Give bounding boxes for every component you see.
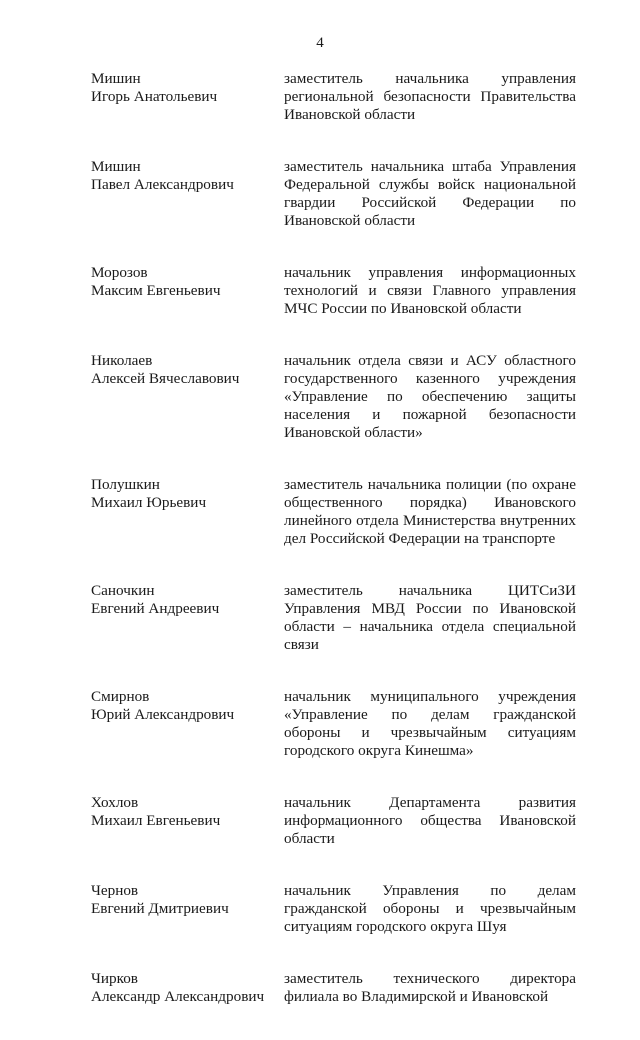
list-item (91, 264, 576, 318)
given-name: Михаил Евгеньевич (91, 812, 221, 829)
position-text: начальник муниципального учреждения «Управление по делам гражданской обороны и чрезвычайным ситуациям городского округа Кинешма» (284, 688, 576, 759)
list-item (91, 476, 576, 548)
list-item (91, 70, 576, 124)
given-name: Евгений Дмитриевич (91, 900, 229, 917)
given-name: Павел Александрович (91, 176, 234, 193)
position-text: начальник Управления по делам гражданской обороны и чрезвычайным ситуациям городского округа Шуя (284, 882, 576, 935)
person-name (91, 476, 284, 548)
surname: Полушкин (91, 476, 160, 493)
surname: Хохлов (91, 794, 139, 811)
list-item (91, 582, 576, 654)
page-number: 4 (316, 35, 324, 51)
list-item (91, 688, 576, 760)
person-name (91, 352, 284, 442)
given-name: Юрий Александрович (91, 706, 235, 723)
surname: Саночкин (91, 582, 155, 599)
given-name: Максим Евгеньевич (91, 282, 221, 299)
position-text: начальник отдела связи и АСУ областного государственного казенного учреждения «Управление по обеспечению защиты населения и пожарной безопасности Ивановской области» (284, 352, 576, 441)
person-name (91, 688, 284, 760)
position-text: заместитель начальника полиции (по охране общественного порядка) Ивановского линейного отдела Министерства внутренних дел Российской Федерации на транспорте (284, 476, 576, 547)
given-name: Алексей Вячеславович (91, 370, 240, 387)
position-text: начальник управления информационных технологий и связи Главного управления МЧС России по Ивановской области (284, 264, 576, 317)
given-name: Михаил Юрьевич (91, 494, 207, 511)
person-name (91, 158, 284, 230)
position-text: начальник Департамента развития информационного общества Ивановской области (284, 794, 576, 847)
person-name (91, 264, 284, 318)
person-name (91, 70, 284, 124)
person-name (91, 794, 284, 848)
given-name: Игорь Анатольевич (91, 88, 218, 105)
surname: Мишин (91, 158, 141, 175)
position-text: заместитель начальника штаба Управления Федеральной службы войск национальной гвардии Российской Федерации по Ивановской области (284, 158, 576, 229)
list-item (91, 158, 576, 230)
list-item (91, 882, 576, 936)
person-name (91, 582, 284, 654)
position-text: заместитель начальника управления региональной безопасности Правительства Ивановской области (284, 70, 576, 123)
surname: Чернов (91, 882, 139, 899)
surname: Морозов (91, 264, 148, 281)
list-item (91, 352, 576, 442)
surname: Смирнов (91, 688, 150, 705)
surname: Чирков (91, 970, 138, 987)
position-text: заместитель технического директора филиала во Владимирской и Ивановской (284, 970, 576, 1005)
position-text: заместитель начальника ЦИТСиЗИ Управления МВД России по Ивановской области – начальника отдела специальной связи (284, 582, 576, 653)
list-item (91, 970, 576, 1006)
person-name (91, 970, 284, 1006)
given-name: Александр Александрович (91, 988, 265, 1005)
member-list (91, 70, 576, 1040)
given-name: Евгений Андреевич (91, 600, 220, 617)
surname: Мишин (91, 70, 141, 87)
person-name (91, 882, 284, 936)
list-item (91, 794, 576, 848)
surname: Николаев (91, 352, 153, 369)
